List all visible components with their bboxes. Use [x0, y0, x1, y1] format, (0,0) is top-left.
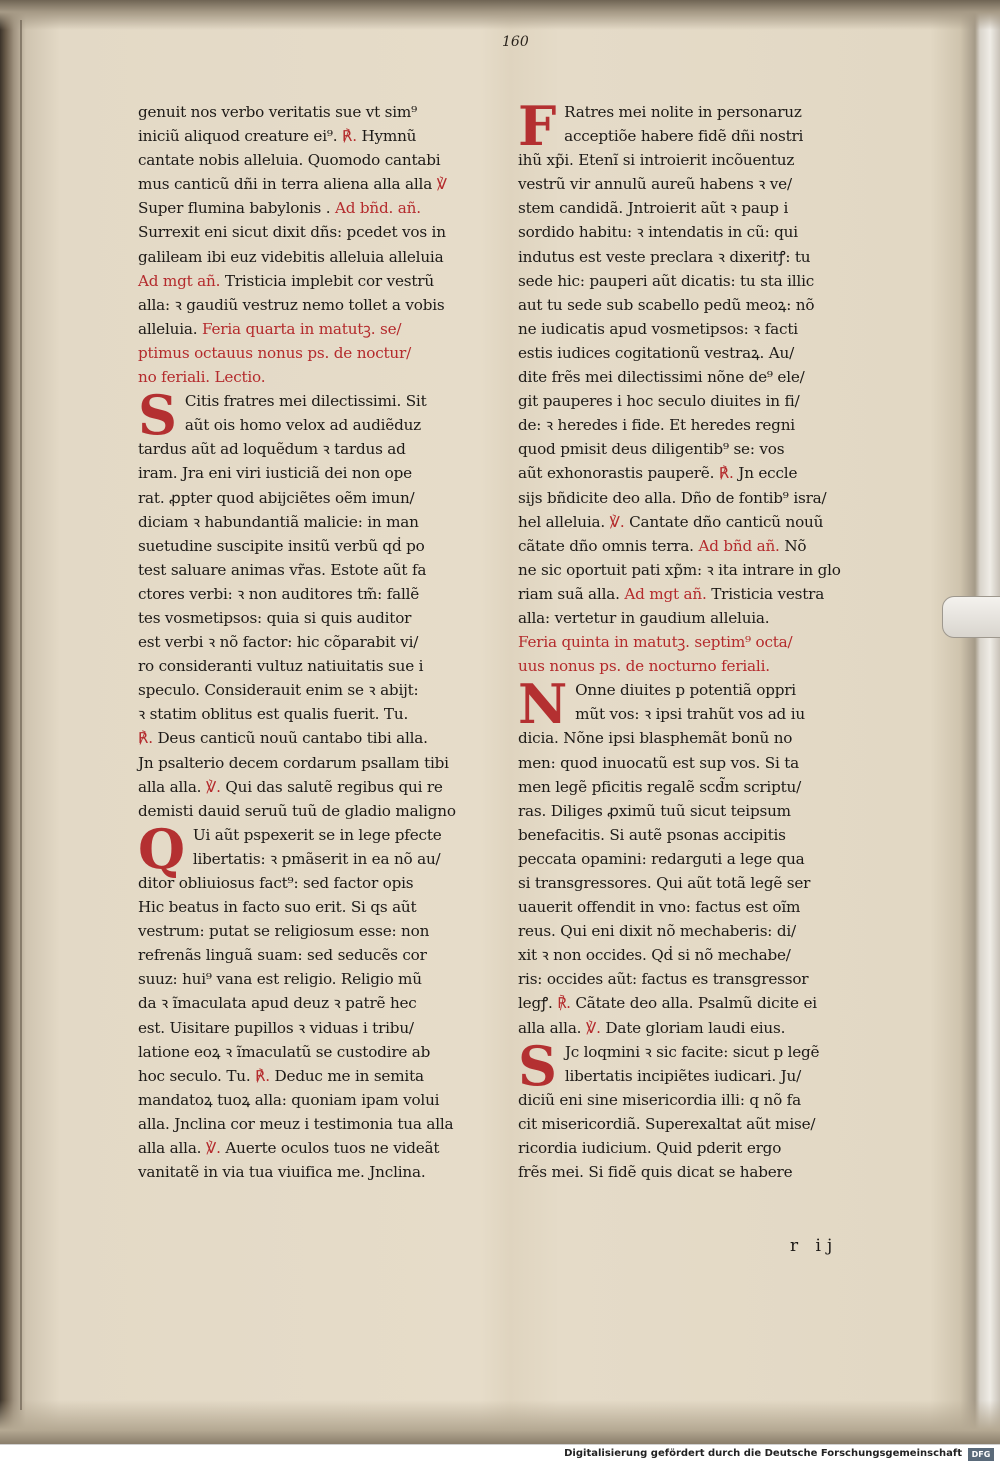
text-segment: diciam ꝛ habundantiã malicie: in man: [138, 512, 419, 531]
text-line: [518, 871, 880, 895]
rubric-text: no feriali.: [138, 368, 215, 387]
rubric-text: ℟.: [718, 464, 734, 483]
text-line: [138, 220, 490, 244]
text-line: [518, 558, 880, 582]
text-line: [518, 317, 880, 341]
text-line: [518, 413, 880, 437]
text-segment: Onne diuites p potentiã oppri: [575, 681, 796, 700]
text-line: [518, 124, 880, 148]
text-segment: Tristicia vestra: [706, 584, 825, 603]
text-segment: stem candidã. Jntroierit aũt ꝛ paup i: [518, 199, 789, 218]
rubric-text: Feria quinta in matutꝫ. septim⁹ octa/: [518, 633, 793, 652]
text-segment: sede hic: pauperi aũt dicatis: tu sta illic: [518, 271, 815, 290]
rubric-text: Lectio.: [214, 368, 266, 387]
text-segment: vestrum: putat se religiosum esse: non: [138, 922, 430, 941]
text-segment: Hymnũ: [356, 127, 417, 146]
text-line: [518, 1160, 880, 1184]
text-segment: alla: vertetur in gaudium alleluia.: [518, 608, 770, 627]
text-segment: rat. ꝓpter quod abijciẽtes oẽm imun/: [138, 488, 415, 507]
text-segment: benefacitis. Si autẽ psonas accipitis: [518, 825, 786, 844]
text-line: [138, 293, 490, 317]
text-segment: Super flumina babylonis .: [138, 199, 335, 218]
text-line: [138, 365, 490, 389]
text-line: [138, 1112, 490, 1136]
text-line: [138, 895, 490, 919]
text-line: [138, 245, 490, 269]
text-segment: sijs bñdicite deo alla. Dño de fontib⁹ isra/: [518, 488, 827, 507]
text-line: [138, 269, 490, 293]
text-line: [138, 510, 490, 534]
text-line: [518, 486, 880, 510]
text-segment: tes vosmetipsos: quia si quis auditor: [138, 608, 412, 627]
text-line: [138, 799, 490, 823]
text-segment: Hic beatus in facto suo erit. Si qs aũt: [138, 898, 417, 917]
text-segment: refrenãs linguã suam: sed seducẽs cor: [138, 946, 427, 965]
text-segment: ne sic oportuit pati xp̃m: ꝛ ita intrare in glo: [518, 560, 841, 579]
text-line: [518, 365, 880, 389]
text-segment: galileam ibi euz videbitis alleluia alleluia: [138, 247, 444, 266]
text-segment: xit ꝛ non occides. Qḋ si nõ mechabe/: [518, 946, 791, 965]
footer-bar: [0, 1444, 1000, 1465]
rubric-text: ℟.: [255, 1066, 270, 1085]
text-line: [138, 534, 490, 558]
text-line: [518, 1064, 880, 1088]
text-segment: mus canticũ dñi in terra aliena alla alla: [138, 175, 437, 194]
text-line: [138, 1016, 490, 1040]
text-line: [138, 606, 490, 630]
text-segment: diciũ eni sine misericordia illi: q nõ fa: [518, 1090, 801, 1109]
rubric-text: ℣.: [609, 512, 625, 531]
text-line: [138, 847, 490, 871]
text-segment: Jn eccle: [733, 464, 798, 483]
text-segment: Ui aũt pspexerit se in lege pfecte: [192, 825, 442, 844]
drop-initial: N: [518, 672, 568, 737]
text-line: [138, 172, 490, 196]
text-segment: est verbi ꝛ nõ factor: hic cõparabit vi/: [138, 633, 419, 652]
page-top-edge: [0, 0, 1000, 30]
rubric-text: Ad mgt añ.: [624, 584, 707, 603]
text-line: [518, 148, 880, 172]
text-line: [138, 196, 490, 220]
rubric-text: Ad bñd añ.: [698, 536, 780, 555]
drop-initial: S: [518, 1033, 557, 1098]
text-line: [518, 1016, 880, 1040]
text-segment: aut tu sede sub scabello pedũ meoꝝ: nõ: [518, 295, 815, 314]
text-line: [138, 654, 490, 678]
drop-initial: Q: [138, 816, 185, 881]
rubric-text: ℟.: [557, 994, 571, 1013]
text-line: [138, 630, 490, 654]
text-segment: da ꝛ ĩmaculata apud deuz ꝛ patrẽ hec: [138, 994, 417, 1013]
text-line: [138, 148, 490, 172]
text-line: [138, 1088, 490, 1112]
text-line: [518, 534, 880, 558]
text-line: [518, 1112, 880, 1136]
left-text-column: [138, 100, 490, 1184]
text-segment: quod pmisit deus diligentib⁹ se: vos: [518, 440, 785, 459]
text-line: [518, 1136, 880, 1160]
text-segment: vanitatẽ in via tua viuifica me. Jnclina.: [138, 1163, 426, 1182]
text-line: [138, 1136, 490, 1160]
text-segment: ne iudicatis apud vosmetipsos: ꝛ facti: [518, 319, 798, 338]
text-segment: speculo. Considerauit enim se ꝛ abijt:: [138, 681, 419, 700]
text-line: [518, 943, 880, 967]
text-segment: acceptiõe habere fidẽ dñi nostri: [564, 127, 804, 146]
text-segment: Citis fratres mei dilectissimi. Sit: [184, 392, 427, 411]
text-line: [518, 1088, 880, 1112]
text-line: [518, 582, 880, 606]
text-segment: suetudine suscipite insitũ verbũ qḋ po: [138, 536, 425, 555]
text-segment: cãtate dño omnis terra.: [518, 536, 699, 555]
text-segment: genuit nos verbo veritatis sue vt sim⁹: [138, 103, 417, 121]
text-line: [138, 100, 490, 124]
text-segment: alla alla.: [138, 1139, 206, 1158]
text-segment: tardus aũt ad loquẽdum ꝛ tardus ad: [138, 440, 406, 459]
text-line: [518, 510, 880, 534]
text-segment: alleluia.: [138, 319, 202, 338]
text-line: [518, 630, 880, 654]
text-segment: alla. Jnclina cor meuz i testimonia tua alla: [138, 1114, 454, 1133]
text-segment: iniciũ aliquod creature ei⁹.: [138, 127, 342, 146]
text-segment: ro consideranti vultuz natiuitatis sue i: [138, 657, 424, 676]
text-segment: estis iudices cogitationũ vestraꝝ. Au/: [518, 343, 795, 362]
text-segment: Date gloriam laudi eius.: [600, 1018, 786, 1037]
text-segment: mũt vos: ꝛ ipsi trahũt vos ad iu: [575, 705, 805, 724]
text-line: [518, 991, 880, 1015]
text-segment: test saluare animas vr̃as. Estote aũt fa: [138, 560, 427, 579]
text-segment: Nõ: [779, 536, 807, 555]
signature-mark: r ij: [790, 1236, 839, 1256]
text-segment: alla alla.: [138, 777, 206, 796]
text-segment: demisti dauid seruũ tuũ de gladio maligno: [138, 801, 456, 820]
text-line: [138, 678, 490, 702]
text-segment: ris: occides aũt: factus es transgressor: [518, 970, 809, 989]
text-line: [518, 654, 880, 678]
text-segment: Surrexit eni sicut dixit dñs: pcedet vos in: [138, 223, 446, 242]
text-segment: libertatis incipiẽtes iudicari. Ju/: [564, 1066, 802, 1085]
text-line: [518, 847, 880, 871]
funding-credit: Digitalisierung gefördert durch die Deutsche Forschungsgemeinschaft: [564, 1448, 962, 1459]
text-line: [518, 775, 880, 799]
text-segment: git pauperes i hoc seculo diuites in fi/: [518, 392, 800, 411]
text-segment: indutus est veste preclara ꝛ dixeritꝭ: tu: [518, 247, 811, 266]
drop-initial: F: [518, 94, 557, 158]
text-line: [138, 486, 490, 510]
text-segment: peccata opamini: redarguti a lege qua: [518, 849, 805, 868]
text-line: [138, 437, 490, 461]
text-segment: latione eoꝝ ꝛ ĩmaculatũ se custodire ab: [138, 1042, 431, 1061]
text-line: [518, 823, 880, 847]
folio-number: 160: [502, 34, 529, 50]
text-line: [138, 1160, 490, 1184]
right-text-column: [518, 94, 880, 1184]
rubric-text: ptimus octauus nonus ps. de noctur/: [138, 343, 411, 362]
text-line: [138, 726, 490, 750]
text-segment: ꝛ statim oblitus est qualis fuerit. Tu.: [138, 705, 409, 724]
text-line: [138, 702, 490, 726]
text-line: [138, 919, 490, 943]
text-segment: mandatoꝝ tuoꝝ alla: quoniam ipam volui: [138, 1090, 440, 1109]
rubric-text: ℣.: [205, 1139, 221, 1158]
drop-initial: S: [138, 383, 177, 448]
text-segment: legꝭ.: [518, 994, 558, 1013]
rubric-text: ℣: [436, 175, 447, 194]
text-segment: hel alleluia.: [518, 512, 610, 531]
text-segment: si transgressores. Qui aũt totã legẽ ser: [518, 874, 811, 892]
text-line: [138, 991, 490, 1015]
page-bottom-edge: [0, 1400, 1000, 1444]
text-line: [138, 943, 490, 967]
text-line: [518, 702, 880, 726]
text-line: [518, 606, 880, 630]
text-line: [518, 799, 880, 823]
rubric-text: Ad bñd. añ.: [334, 199, 421, 218]
text-segment: riam suã alla.: [518, 584, 625, 603]
text-line: [518, 293, 880, 317]
text-segment: frẽs mei. Si fidẽ quis dicat se habere: [518, 1163, 793, 1182]
text-line: [518, 341, 880, 365]
text-line: [138, 751, 490, 775]
text-line: [138, 317, 490, 341]
text-segment: ihũ xp̃i. Etenĩ si introierit incõuentuz: [518, 151, 795, 170]
binding-gutter: [20, 20, 22, 1410]
text-segment: Deus canticũ nouũ cantabo tibi alla.: [152, 729, 428, 748]
text-segment: vestrũ vir annulũ aureũ habens ꝛ ve/: [518, 175, 792, 194]
text-segment: dicia. Nõne ipsi blasphemãt bonũ no: [518, 729, 793, 748]
rubric-text: Feria quarta in matutꝫ. se/: [201, 319, 402, 338]
text-line: [518, 269, 880, 293]
text-line: [518, 967, 880, 991]
text-line: [518, 751, 880, 775]
text-segment: Ratres mei nolite in personaruz: [564, 103, 802, 121]
text-segment: est. Uisitare pupillos ꝛ viduas i tribu/: [138, 1018, 414, 1037]
text-segment: cit misericordiã. Superexaltat aũt mise/: [518, 1114, 816, 1133]
text-line: [138, 871, 490, 895]
text-segment: hoc seculo. Tu.: [138, 1066, 256, 1085]
text-segment: sordido habitu: ꝛ intendatis in cũ: qui: [518, 223, 798, 242]
text-segment: ctores verbi: ꝛ non auditores tm̃: fallẽ: [138, 584, 420, 603]
text-line: [518, 172, 880, 196]
text-line: [518, 437, 880, 461]
text-segment: men: quod inuocatũ est sup vos. Si ta: [518, 753, 800, 772]
text-segment: Jc loqmini ꝛ sic facite: sicut p legẽ: [564, 1042, 820, 1061]
rubric-text: Ad mgt añ.: [138, 271, 221, 290]
text-segment: Cãtate deo alla. Psalmũ dicite ei: [570, 994, 817, 1013]
text-segment: libertatis: ꝛ pmãserit in ea nõ au/: [192, 849, 441, 868]
text-line: [518, 389, 880, 413]
text-line: [518, 245, 880, 269]
text-segment: aũt exhonorastis pauperẽ.: [518, 464, 719, 483]
text-line: [138, 558, 490, 582]
text-line: [138, 461, 490, 485]
text-line: [138, 582, 490, 606]
text-segment: Auerte oculos tuos ne videãt: [220, 1139, 440, 1158]
text-segment: ras. Diliges ꝓximũ tuũ sicut teipsum: [518, 801, 791, 820]
text-segment: cantate nobis alleluia. Quomodo cantabi: [138, 151, 441, 170]
text-segment: alla: ꝛ gaudiũ vestruz nemo tollet a vobis: [138, 295, 445, 314]
text-segment: Cantate dño canticũ nouũ: [624, 512, 824, 531]
text-segment: alla alla.: [518, 1018, 586, 1037]
text-line: [518, 895, 880, 919]
text-line: [138, 124, 490, 148]
text-segment: ditor obliuiosus fact⁹: sed factor opis: [138, 874, 414, 892]
text-line: [518, 196, 880, 220]
text-line: [518, 220, 880, 244]
text-line: [138, 1064, 490, 1088]
text-segment: aũt ois homo velox ad audiẽduz: [184, 416, 421, 435]
text-segment: reus. Qui eni dixit nõ mechaberis: di/: [518, 922, 796, 941]
text-line: [138, 1040, 490, 1064]
text-line: [518, 461, 880, 485]
text-line: [138, 413, 490, 437]
text-line: [518, 726, 880, 750]
text-line: [138, 967, 490, 991]
text-segment: men legẽ pficitis regalẽ scd̃m scriptu/: [518, 777, 802, 796]
text-segment: ricordia iudicium. Quid pderit ergo: [518, 1139, 782, 1158]
rubric-text: ℣.: [205, 777, 221, 796]
page-tab-marker: [942, 596, 1000, 638]
rubric-text: ℟.: [138, 729, 153, 748]
text-segment: de: ꝛ heredes i fide. Et heredes regni: [518, 416, 795, 435]
text-line: [138, 775, 490, 799]
text-segment: suuz: hui⁹ vana est religio. Religio mũ: [138, 970, 422, 989]
rubric-text: ℣.: [585, 1018, 601, 1037]
rubric-text: uus nonus ps. de nocturno feriali.: [518, 657, 770, 676]
rubric-text: ℟.: [342, 127, 357, 146]
text-segment: Tristicia implebit cor vestrũ: [220, 271, 434, 290]
text-line: [518, 919, 880, 943]
text-segment: dite frẽs mei dilectissimi nõne de⁹ ele/: [518, 368, 805, 387]
text-segment: iram. Jra eni viri iusticiã dei non ope: [138, 464, 412, 483]
text-segment: Qui das salutẽ regibus qui re: [220, 777, 443, 796]
dfg-logo: DFG: [968, 1448, 994, 1461]
text-segment: Jn psalterio decem cordarum psallam tibi: [138, 753, 449, 772]
text-segment: Deduc me in semita: [269, 1066, 424, 1085]
text-line: [138, 341, 490, 365]
text-segment: uauerit offendit in vno: factus est oĩm: [518, 898, 801, 917]
